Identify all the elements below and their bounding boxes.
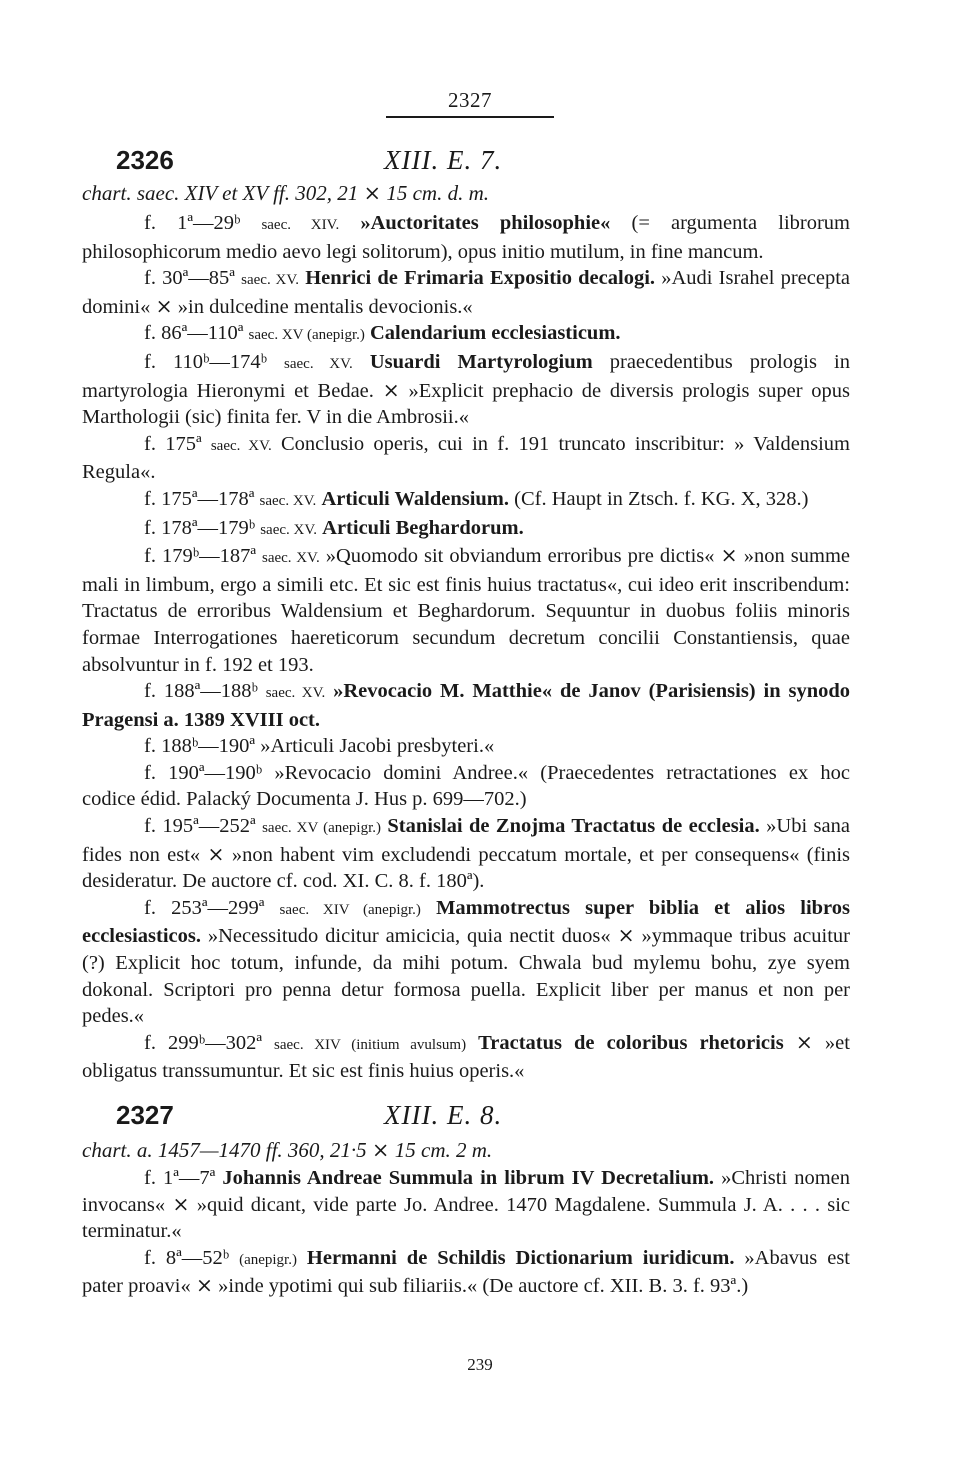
folio-item: f. 299ᵇ—302ª saec. XIV (initium avulsum) Tractatus de coloribus rhetoricis ⨯ »et obligatus transsumuntur. Et sic est finis huius operis.« xyxy=(82,1031,850,1083)
entry-signature: XIII. E. 7. xyxy=(384,145,503,175)
entry-number: 2327 xyxy=(116,1100,174,1130)
entry-body xyxy=(82,210,850,1085)
folio-item: f. 8ª—52ᵇ (anepigr.) Hermanni de Schildis Dictionarium iuridicum. »Abavus est pater proavi« ⨯ »inde ypotimi qui sub filiariis.« (De auctore cf. XII. B. 3. f. 93ª.) xyxy=(82,1246,850,1298)
folio-item: f. 188ª—188ᵇ saec. XV. »Revocacio M. Matthie« de Janov (Parisiensis) in synodo Pragensi a. 1389 XVIII oct. xyxy=(82,680,851,731)
folio-item: f. 178ª—179ᵇ saec. XV. Articuli Beghardorum. xyxy=(144,516,524,539)
folio-item: f. 1ª—29ᵇ saec. XIV. »Auctoritates philosophie« (= argumenta librorum philosophicorum medio aevo legi solitorum), opus initio mutilum, in fine mancum. xyxy=(82,212,850,263)
folio-item: f. 175ª—178ª saec. XV. Articuli Waldensium. (Cf. Haupt in Ztsch. f. KG. X, 328.) xyxy=(144,487,809,510)
running-head: 2327 xyxy=(448,88,492,112)
folio-item: f. 110ᵇ—174ᵇ saec. XV. Usuardi Martyrologium praecedentibus prologis in martyrologia Hieronymi et Bedae. ⨯ »Explicit prephacio de diversis prologis super opus Marthologii (sic) finita fer. V in die Ambrosii.« xyxy=(82,350,850,429)
page-number: 239 xyxy=(467,1355,493,1374)
running-head-rule xyxy=(386,116,554,118)
folio-item: f. 190ª—190ᵇ »Revocacio domini Andree.« (Praecedentes retractationes ex hoc codice édid. Palacký Documenta J. Hus p. 699—702.) xyxy=(82,761,850,811)
entry-body xyxy=(82,1165,850,1300)
folio-item: f. 1ª—7ª Johannis Andreae Summula in librum IV Decretalium. »Christi nomen invocans« ⨯ »quid dicant, vide parte Jo. Andree. 1470 Magdalene. Summula J. A. . . . sic terminatur.« xyxy=(82,1167,851,1243)
folio-item: f. 195ª—252ª saec. XV (anepigr.) Stanislai de Znojma Tractatus de ecclesia. »Ubi sana fides non est« ⨯ »non habent vim excludendi peccatum mortale, et per consequens« (finis desideratur. De auctore cf. cod. XI. C. 8. f. 180ª). xyxy=(82,815,850,893)
entry-description: chart. a. 1457—1470 ff. 360, 21·5 ⨯ 15 cm. 2 m. xyxy=(82,1138,493,1162)
entry-number: 2326 xyxy=(116,145,174,175)
folio-item: f. 175ª saec. XV. Conclusio operis, cui in f. 191 truncato inscribitur: » Valdensium Regula«. xyxy=(82,432,850,484)
entry-description: chart. saec. XIV et XV ff. 302, 21 ⨯ 15 cm. d. m. xyxy=(82,181,490,205)
folio-item: f. 188ᵇ—190ª »Articuli Jacobi presbyteri.« xyxy=(144,735,495,758)
entry-header xyxy=(82,1100,862,1140)
folio-item: f. 86ª—110ª saec. XV (anepigr.) Calendarium ecclesiasticum. xyxy=(144,322,621,345)
folio-item: f. 253ª—299ª saec. XIV (anepigr.) Mammotrectus super biblia et alios libros ecclesiasticos. »Necessitudo dicitur amicicia, quia nectit duos« ⨯ »ymmaque tribus acuitur (?) Explicit hoc totum, infunde, da mihi potum. Chwala bud mylemu bohu, zye syem dokonal. Scriptori pro penna detur formosa puella. Explicit liber per manus et non per pedes.« xyxy=(82,896,851,1028)
entry-signature: XIII. E. 8. xyxy=(384,1100,503,1130)
folio-item: f. 30ª—85ª saec. XV. Henrici de Frimaria Expositio decalogi. »Audi Israhel precepta domini« ⨯ »in dulcedine mentalis devocionis.« xyxy=(82,267,851,318)
entry-header xyxy=(82,145,862,185)
folio-item: f. 179ᵇ—187ª saec. XV. »Quomodo sit obviandum erroribus pre dictis« ⨯ »non summe mali in limbum, ergo a simili etc. Et sic est finis huius tractatus«, cui ideo erit inscribendum: Tractatus de erroribus Waldensium et Beghardorum. Sequuntur in duobus foliis minoris formae Interrogationes haereticorum secundum decretum concilii Constantiensis, quae absolvuntur in f. 192 et 193. xyxy=(82,545,850,676)
